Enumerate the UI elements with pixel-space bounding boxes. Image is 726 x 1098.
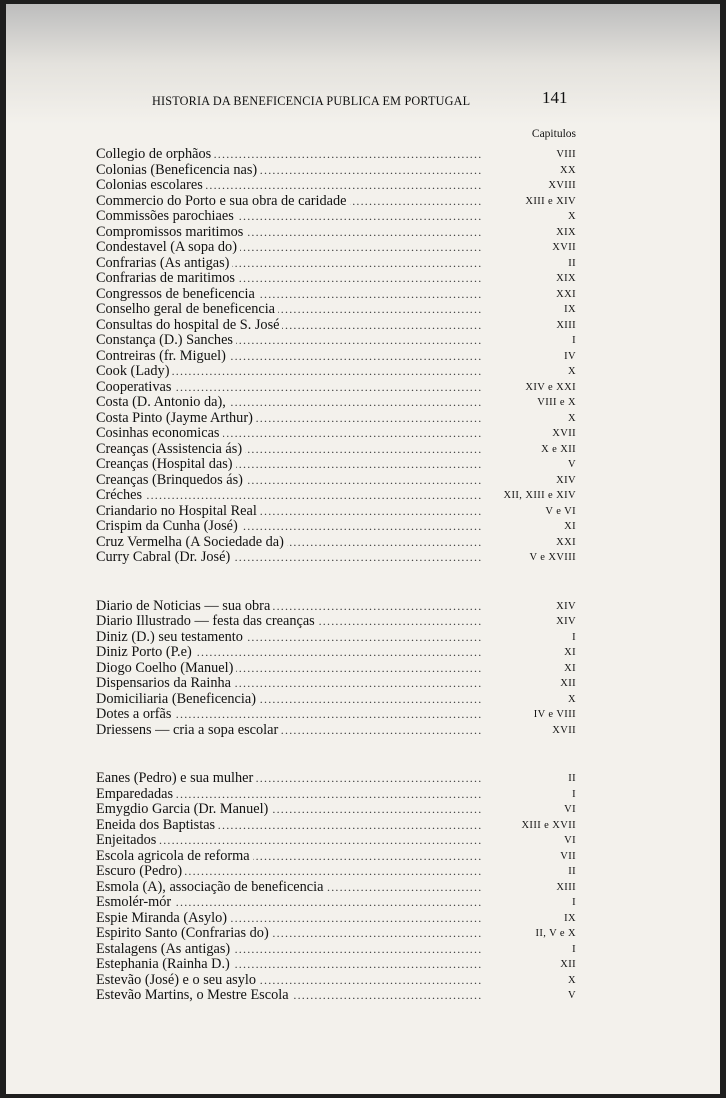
chapter-reference: II [481, 864, 576, 880]
chapter-reference: II [481, 256, 576, 272]
index-term: Colonias escolares [96, 178, 206, 194]
chapter-reference: XVIII [481, 178, 576, 194]
chapter-reference: I [481, 787, 576, 803]
index-term: Creanças (Assistencia ás) [96, 442, 245, 458]
index-term: Commercio do Porto e sua obra de caridade [96, 194, 350, 210]
index-term: Esmolér-mór [96, 895, 174, 911]
index-term: Cooperativas [96, 380, 174, 396]
chapter-reference: VI [481, 833, 576, 849]
chapter-reference: IV [481, 349, 576, 365]
index-entry [96, 802, 576, 818]
index-term: Colonias (Beneficencia nas) [96, 163, 260, 179]
chapter-reference: XIX [481, 225, 576, 241]
index-entry [96, 599, 576, 615]
index-entry [96, 287, 576, 303]
index-entry [96, 209, 576, 225]
index-term: Enjeitados [96, 833, 159, 849]
column-heading: Capitulos [531, 128, 576, 140]
index-entry [96, 318, 576, 334]
chapter-reference: V [481, 457, 576, 473]
chapter-reference: XII, XIII e XIV [481, 488, 576, 504]
index-term: Estevão (José) e o seu asylo [96, 973, 259, 989]
chapter-reference: XIII e XIV [481, 194, 576, 210]
index-term: Cruz Vermelha (A Sociedade da) [96, 535, 287, 551]
index-term: Cosinhas economicas [96, 426, 223, 442]
index-entry [96, 380, 576, 396]
chapter-reference: XVII [481, 723, 576, 739]
index-entry [96, 225, 576, 241]
chapter-reference: II, V e X [481, 926, 576, 942]
index-entry [96, 442, 576, 458]
index-entry [96, 630, 576, 646]
index-entry [96, 771, 576, 787]
index-entry [96, 333, 576, 349]
index-term: Escuro (Pedro) [96, 864, 185, 880]
chapter-reference: XIV [481, 614, 576, 630]
index-term: Condestavel (A sopa do) [96, 240, 240, 256]
index-term: Contreiras (fr. Miguel) [96, 349, 229, 365]
index-term: Conselho geral de beneficencia [96, 302, 278, 318]
chapter-reference: XIII [481, 318, 576, 334]
index-term: Creanças (Hospital das) [96, 457, 236, 473]
index-entry [96, 833, 576, 849]
index-term: Dotes a orfãs [96, 707, 174, 723]
index-entry [96, 880, 576, 896]
chapter-reference: VIII [481, 147, 576, 163]
section-gap [96, 738, 576, 771]
index-term: Confrarias de maritimos [96, 271, 238, 287]
chapter-reference: X e XII [481, 442, 576, 458]
index-entry [96, 988, 576, 1004]
chapter-reference: XVII [481, 240, 576, 256]
index-term: Diniz (D.) seu testamento [96, 630, 246, 646]
index-entry [96, 457, 576, 473]
index-term: Diario Illustrado — festa das creanças [96, 614, 318, 630]
index-entry [96, 395, 576, 411]
chapter-reference: X [481, 364, 576, 380]
index-entry [96, 661, 576, 677]
index-entry [96, 723, 576, 739]
index-entry [96, 864, 576, 880]
chapter-reference: I [481, 333, 576, 349]
index-entry [96, 911, 576, 927]
index-entry [96, 957, 576, 973]
index-entry [96, 194, 576, 210]
index-entry [96, 364, 576, 380]
chapter-reference: XIV [481, 599, 576, 615]
chapter-reference: V e VI [481, 504, 576, 520]
index-term: Confrarias (As antigas) [96, 256, 232, 272]
index-term: Cook (Lady) [96, 364, 172, 380]
index-term: Emygdio Garcia (Dr. Manuel) [96, 802, 271, 818]
index-term: Esmola (A), associação de beneficencia [96, 880, 326, 896]
index-term: Créches [96, 488, 145, 504]
index-term: Compromissos maritimos [96, 225, 246, 241]
index-term: Costa Pinto (Jayme Arthur) [96, 411, 256, 427]
index-term: Dispensarios da Rainha [96, 676, 234, 692]
chapter-reference: V e XVIII [481, 550, 576, 566]
index-entry [96, 488, 576, 504]
index-term: Constança (D.) Sanches [96, 333, 236, 349]
index-entry [96, 302, 576, 318]
index-term: Estalagens (As antigas) [96, 942, 233, 958]
index-entry [96, 240, 576, 256]
index-entry [96, 942, 576, 958]
index-term: Collegio de orphãos [96, 147, 214, 163]
chapter-reference: I [481, 630, 576, 646]
index-entry [96, 849, 576, 865]
chapter-reference: XIV e XXI [481, 380, 576, 396]
index-term: Diogo Coelho (Manuel) [96, 661, 236, 677]
index-term: Estephania (Rainha D.) [96, 957, 233, 973]
chapter-reference: II [481, 771, 576, 787]
chapter-reference: I [481, 942, 576, 958]
index-term: Espie Miranda (Asylo) [96, 911, 230, 927]
chapter-reference: XIV [481, 473, 576, 489]
chapter-reference: XII [481, 957, 576, 973]
index-entry [96, 973, 576, 989]
index-entry [96, 256, 576, 272]
chapter-reference: X [481, 973, 576, 989]
chapter-reference: XIII [481, 880, 576, 896]
index-entry [96, 787, 576, 803]
chapter-reference: X [481, 209, 576, 225]
index-entry [96, 504, 576, 520]
chapter-reference: XXI [481, 287, 576, 303]
chapter-reference: VII [481, 849, 576, 865]
index-term: Costa (D. Antonio da), [96, 395, 229, 411]
index-entry [96, 147, 576, 163]
index-entry [96, 519, 576, 535]
chapter-reference: XII [481, 676, 576, 692]
index-entry [96, 676, 576, 692]
index-term: Eanes (Pedro) e sua mulher [96, 771, 256, 787]
chapter-reference: XVII [481, 426, 576, 442]
index-term: Congressos de beneficencia [96, 287, 258, 303]
index-entry [96, 926, 576, 942]
index-entry [96, 707, 576, 723]
index-entry [96, 818, 576, 834]
index-term: Criandario no Hospital Real [96, 504, 260, 520]
index-entry [96, 550, 576, 566]
index-entry [96, 178, 576, 194]
chapter-reference: XI [481, 661, 576, 677]
index-entry [96, 692, 576, 708]
chapter-reference: XI [481, 519, 576, 535]
chapter-reference: XIII e XVII [481, 818, 576, 834]
index-entry [96, 645, 576, 661]
chapter-reference: XI [481, 645, 576, 661]
index-term: Escola agricola de reforma [96, 849, 253, 865]
leader-dots [96, 488, 484, 504]
chapter-reference: IX [481, 911, 576, 927]
index-term: Commissões parochiaes [96, 209, 237, 225]
running-head: HISTORIA DA BENEFICENCIA PUBLICA EM PORTUGAL [152, 94, 471, 108]
chapter-reference: VI [481, 802, 576, 818]
index-term: Diario de Noticias — sua obra [96, 599, 273, 615]
book-page [6, 4, 720, 1094]
index-entry [96, 614, 576, 630]
index-term: Espirito Santo (Confrarias do) [96, 926, 272, 942]
index-term: Estevão Martins, o Mestre Escola [96, 988, 292, 1004]
index-term: Crispim da Cunha (José) [96, 519, 241, 535]
index-term: Emparedadas [96, 787, 176, 803]
chapter-reference: I [481, 895, 576, 911]
chapter-reference: X [481, 692, 576, 708]
index-term: Creanças (Brinquedos ás) [96, 473, 246, 489]
chapter-reference: VIII e X [481, 395, 576, 411]
chapter-reference: XXI [481, 535, 576, 551]
index-entry [96, 426, 576, 442]
index-entry [96, 271, 576, 287]
index-term: Diniz Porto (P.e) [96, 645, 195, 661]
index-entry [96, 349, 576, 365]
chapter-reference: IV e VIII [481, 707, 576, 723]
chapter-reference: X [481, 411, 576, 427]
chapter-reference: XX [481, 163, 576, 179]
index-term: Eneida dos Baptistas [96, 818, 218, 834]
index-entry [96, 535, 576, 551]
index-entry [96, 411, 576, 427]
index-term: Consultas do hospital de S. José [96, 318, 282, 334]
section-gap [96, 566, 576, 599]
page-number: 141 [542, 88, 568, 107]
chapter-reference: V [481, 988, 576, 1004]
chapter-reference: IX [481, 302, 576, 318]
index-list [96, 147, 576, 1004]
index-term: Curry Cabral (Dr. José) [96, 550, 233, 566]
index-entry [96, 473, 576, 489]
index-entry [96, 163, 576, 179]
index-term: Domiciliaria (Beneficencia) [96, 692, 259, 708]
index-entry [96, 895, 576, 911]
index-term: Driessens — cria a sopa escolar [96, 723, 281, 739]
chapter-reference: XIX [481, 271, 576, 287]
